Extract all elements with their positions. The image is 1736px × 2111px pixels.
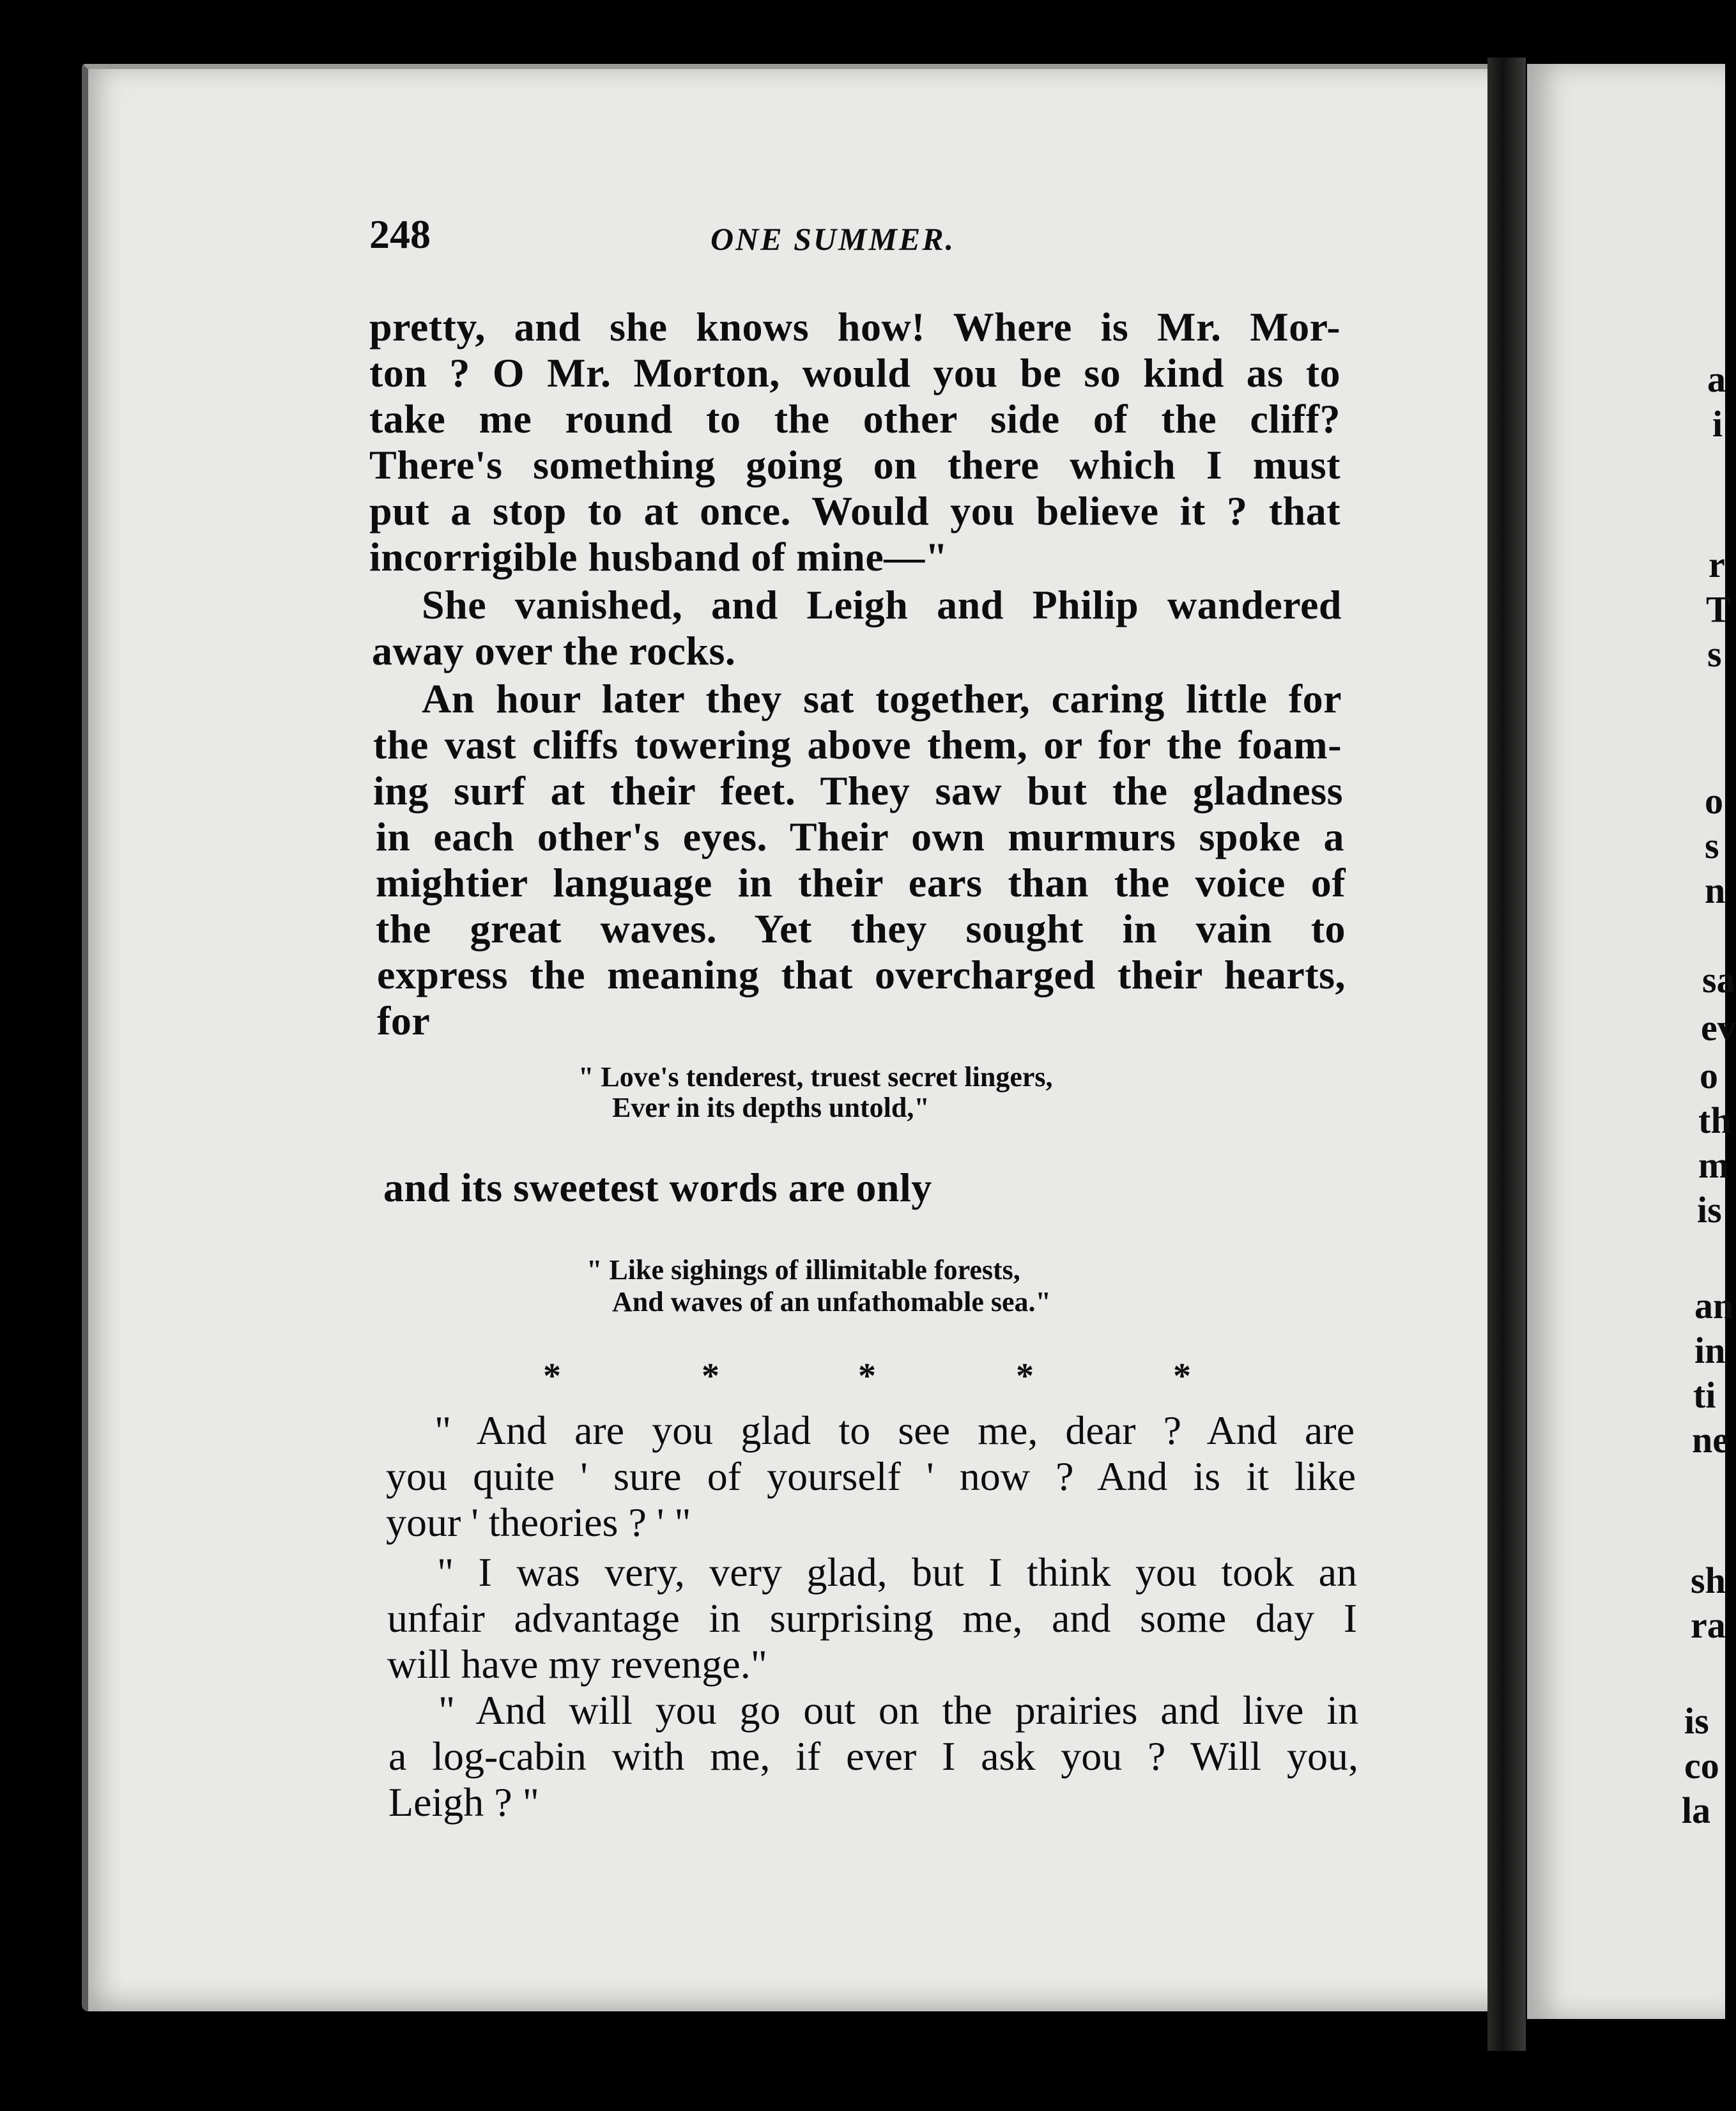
section-break-star: * [1173,1356,1191,1396]
facing-page-fragment: i [1712,403,1723,445]
facing-page-fragment: ev [1701,1007,1736,1048]
text-line: a log-cabin with me, if ever I ask you ? Will you, [388,1733,1358,1779]
text-line: take me round to the other side of the cliff? [369,396,1340,441]
facing-page-fragment: in [1694,1330,1726,1371]
text-line: your ' theories ? ' " [386,1500,691,1545]
facing-page-fragment: is [1684,1700,1709,1742]
running-title: ONE SUMMER. [711,221,956,257]
text-line: ing surf at their feet. They saw but the gladness [373,768,1343,813]
section-break-star: * [1016,1356,1034,1396]
text-line: There's something going on there which I must [369,442,1340,487]
section-break-star: * [702,1356,719,1396]
text-line: for [377,998,431,1043]
text-line: " I was very, very glad, but I think you took an [437,1549,1357,1595]
facing-page-fragment: sh [1691,1560,1726,1601]
verse-line: And waves of an unfathomable sea." [612,1286,1051,1317]
facing-page-fragment: o [1700,1055,1718,1096]
text-line: and its sweetest words are only [383,1165,932,1210]
facing-page-fragment: s [1705,825,1719,866]
facing-page-fragment: a [1707,358,1726,400]
text-line: the great waves. Yet they sought in vain to [376,906,1346,951]
verse-line: " Love's tenderest, truest secret lingers, [578,1061,1053,1093]
text-line: away over the rocks. [372,628,736,673]
facing-page-fragment: n [1705,870,1726,911]
facing-page-fragment: ra [1691,1604,1726,1646]
verse-line: Ever in its depths untold," [612,1092,930,1123]
facing-page-fragment: is [1697,1189,1722,1231]
facing-page-fragment: r [1709,544,1725,585]
facing-page-fragment: th [1698,1100,1732,1141]
facing-page-fragment: s [1707,633,1722,675]
page-number: 248 [369,211,431,257]
facing-page-fragment: an [1694,1285,1734,1326]
text-line: An hour later they sat together, caring little for [422,676,1342,721]
text-line: put a stop to at once. Would you believe it ? that [369,488,1340,534]
text-line: " And are you glad to see me, dear ? And are [434,1408,1355,1453]
facing-page-fragment: ti [1693,1374,1716,1416]
facing-page-fragment: ne [1692,1419,1729,1461]
text-line: express the meaning that overcharged their hearts, [377,952,1346,997]
facing-page-fragment: co [1684,1745,1719,1786]
text-line: pretty, and she knows how! Where is Mr. Mor- [369,304,1340,349]
text-line: ton ? O Mr. Morton, would you be so kind as to [369,350,1340,395]
text-line: in each other's eyes. Their own murmurs spoke a [376,814,1344,859]
facing-page-fragment: la [1682,1790,1711,1831]
verse-line: " Like sighings of illimitable forests, [587,1254,1020,1286]
book-gutter [1487,58,1526,2051]
facing-page-fragment: sa [1702,959,1735,1001]
text-line: incorrigible husband of mine—" [369,534,948,580]
text-line: " And will you go out on the prairies and live in [438,1687,1358,1733]
text-line: will have my revenge." [387,1641,767,1687]
text-line: mightier language in their ears than the voice of [376,860,1346,905]
text-line: Leigh ? " [388,1779,539,1825]
facing-page-fragment: T [1706,588,1731,630]
facing-page-fragment: m [1698,1144,1730,1186]
facing-page-fragment: o [1705,780,1723,822]
section-break-star: * [858,1356,876,1396]
section-break-star: * [543,1356,561,1396]
text-line: unfair advantage in surprising me, and some day I [387,1595,1357,1641]
text-line: She vanished, and Leigh and Philip wandered [422,582,1342,627]
text-line: the vast cliffs towering above them, or for the foam- [373,722,1342,767]
text-line: you quite ' sure of yourself ' now ? And is it like [386,1454,1356,1499]
